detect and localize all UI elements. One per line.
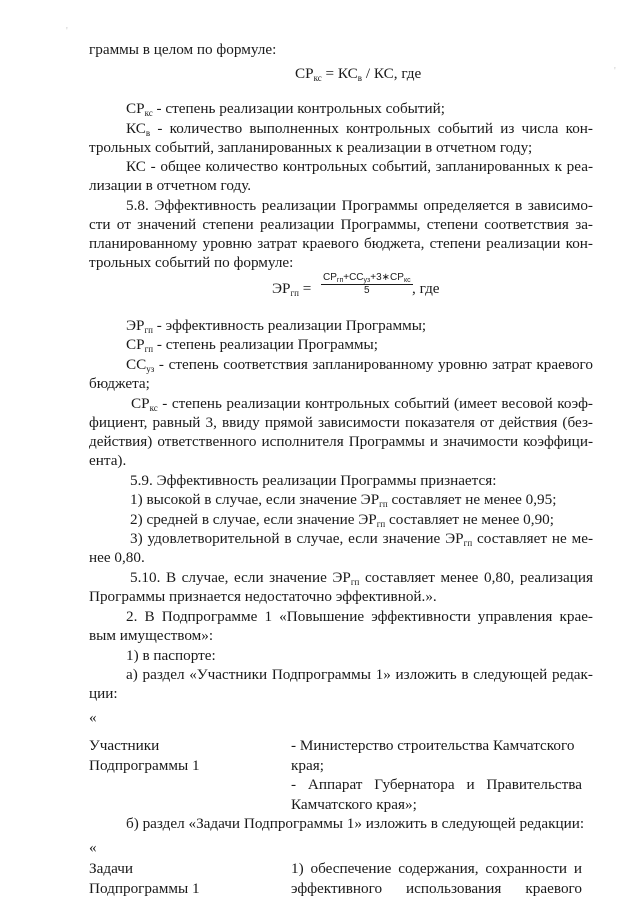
formula-er-fraction (321, 272, 413, 297)
formula-er-tail: , где (412, 280, 440, 297)
formula-er-lhs: $ЭР_{гп}$ = (272, 280, 312, 298)
text-line: нее 0,80. (89, 549, 145, 566)
text-line: вым имуществом»: (89, 627, 214, 644)
quote-mark: « (89, 709, 97, 726)
definition-line: $СС_{уз}$ - степень соответствия запланированному уровню затрат краевого (126, 356, 593, 374)
table-cell-left: Задачи (89, 860, 133, 877)
text-line: трольных событий, запланированных к реализации в отчетном году; (89, 139, 533, 156)
list-item: 1) высокой в случае, если значение $ЭР_{гп}$ составляет не менее 0,95; (130, 491, 557, 509)
table-cell-right: края; (291, 757, 324, 774)
list-item: 3) удовлетворительной в случае, если значение $ЭР_{гп}$ составляет не ме- (130, 530, 593, 548)
definition-line: $СР_{гп}$ - степень реализации Программы; (126, 336, 378, 354)
paragraph-5-9: 5.9. Эффективность реализации Программы признается: (130, 472, 497, 489)
corner-mark-left: ' (66, 26, 68, 37)
corner-mark-right: ' (614, 66, 616, 77)
text-line: сти от значений степени реализации Программы, степени соответствия за- (89, 216, 593, 233)
table-cell-right: эффективного использования краевого (291, 880, 582, 897)
text-line: лизации в отчетном году. (89, 177, 252, 194)
quote-mark: « (89, 839, 97, 856)
text-line: 1) в паспорте: (126, 647, 216, 664)
table-cell-right: Камчатского края»; (291, 796, 417, 813)
definition-line: $СР_{кс}$ - степень реализации контрольных событий; (126, 100, 445, 118)
text-line: планированному уровню затрат краевого бюджета, степени реализации кон- (89, 235, 593, 252)
definition-line: $ЭР_{гп}$ - эффективность реализации Программы; (126, 317, 427, 335)
table-cell-left: Подпрограммы 1 (89, 757, 200, 774)
paragraph-5-10: 5.10. В случае, если значение $ЭР_{гп}$ составляет менее 0,80, реализация (130, 569, 593, 587)
text-line: трольных событий по формуле: (89, 254, 294, 271)
paragraph-5-8: 5.8. Эффективность реализации Программы определяется в зависимо- (126, 197, 593, 214)
paragraph-2: 2. В Подпрограмме 1 «Повышение эффективности управления крае- (126, 608, 593, 625)
table-cell-right: - Аппарат Губернатора и Правительства (291, 776, 582, 793)
text-line: а) раздел «Участники Подпрограммы 1» изложить в следующей редак- (126, 666, 593, 683)
text-line: бюджета; (89, 375, 150, 392)
text-line: ции: (89, 685, 118, 702)
formula-numerator: $СР_{гп}+СС_{уз}+3∗СР_{кс}$ (323, 272, 411, 284)
formula-kc: $СР_{кс} = КС_в$ / КС, где (295, 65, 422, 83)
text-line: фициент, равный 3, ввиду прямой зависимости показателя от действия (без- (89, 414, 593, 431)
table-cell-left: Участники (89, 737, 160, 754)
definition-line: $КС_в$ - количество выполненных контрольных событий из числа кон- (126, 120, 593, 138)
text-line: Программы признается недостаточно эффективной.». (89, 588, 437, 605)
table-cell-left: Подпрограммы 1 (89, 880, 200, 897)
definition-line: КС - общее количество контрольных событий, запланированных к реа- (126, 158, 593, 175)
formula-denominator: 5 (364, 285, 370, 296)
list-item: 2) средней в случае, если значение $ЭР_{гп}$ составляет не менее 0,90; (130, 511, 554, 529)
text-line: ента). (89, 452, 127, 469)
text-line: действия) ответственного исполнителя Программы и значимости коэффици- (89, 433, 593, 450)
table-cell-right: - Министерство строительства Камчатского (291, 737, 575, 754)
text-line: б) раздел «Задачи Подпрограммы 1» изложить в следующей редакции: (126, 815, 585, 832)
text-line: граммы в целом по формуле: (89, 41, 277, 58)
table-cell-right: 1) обеспечение содержания, сохранности и (291, 860, 582, 877)
definition-line: $СР_{кс}$ - степень реализации контрольных событий (имеет весовой коэф- (131, 395, 593, 413)
